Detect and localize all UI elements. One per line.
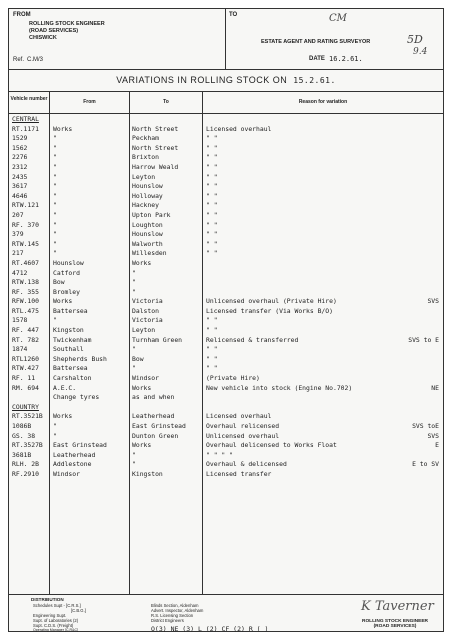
- table-row: [9, 422, 443, 432]
- reason-cell: " ": [206, 230, 218, 239]
- from-cell: ": [53, 431, 57, 440]
- table-row: [9, 288, 443, 298]
- vehicle-cell: RTL1260: [12, 354, 39, 363]
- from-cell: ": [53, 239, 57, 248]
- reason-cell: " " " ": [206, 450, 233, 459]
- to-cell: Walworth: [132, 239, 163, 248]
- from-address: [29, 21, 105, 42]
- heading-rule: [9, 113, 443, 114]
- from-cell: ": [53, 162, 57, 171]
- to-cell: Works: [132, 441, 152, 450]
- table-row: [9, 374, 443, 384]
- code-cell: E: [435, 441, 439, 450]
- reason-cell: Relicensed & transferred: [206, 335, 299, 344]
- distribution-line: Supt. C.D.S. (Freight): [33, 623, 74, 628]
- handwritten-mark: CM: [329, 13, 347, 24]
- table-row: [9, 355, 443, 365]
- code-cell: SVS: [427, 297, 439, 306]
- date-label: DATE: [309, 56, 325, 62]
- to-cell: Leatherhead: [132, 412, 175, 421]
- distribution-list-mid: [151, 603, 203, 623]
- vehicle-cell: 1562: [12, 143, 28, 152]
- vehicle-cell: RLH. 2B: [12, 460, 39, 469]
- code-cell: SVS: [427, 431, 439, 440]
- from-cell: ": [53, 143, 57, 152]
- from-cell: ": [53, 422, 57, 430]
- reason-cell: Licensed overhaul: [206, 412, 272, 421]
- table-row: [9, 259, 443, 269]
- table-row: [9, 115, 443, 125]
- to-cell: East Grinstead: [132, 422, 186, 430]
- code-cell: E to SV: [412, 460, 439, 469]
- table-row: [9, 384, 443, 394]
- table-row: [9, 192, 443, 202]
- reason-cell: " ": [206, 201, 218, 210]
- from-cell: ": [53, 201, 57, 210]
- to-value: ESTATE AGENT AND RATING SURVEYOR: [261, 39, 371, 45]
- from-cell: Battersea: [53, 306, 88, 315]
- code-cell: NE: [431, 383, 439, 392]
- from-cell: Bow: [53, 278, 65, 287]
- table-row: [9, 153, 443, 163]
- vehicle-cell: GS. 38: [12, 431, 36, 440]
- ref-label: Ref.: [13, 57, 25, 63]
- vehicle-cell: 4712: [12, 268, 28, 277]
- to-cell: Leyton: [132, 326, 156, 335]
- vehicle-cell: RM. 694: [12, 383, 39, 392]
- to-cell: as and when: [132, 393, 175, 402]
- vehicle-cell: RT. 782: [12, 335, 39, 344]
- vehicle-cell: 1529: [12, 134, 28, 143]
- to-cell: Hackney: [132, 201, 159, 210]
- from-line: (ROAD SERVICES): [29, 28, 79, 34]
- to-cell: Willesden: [132, 249, 167, 258]
- vehicle-cell: COUNTRY: [12, 402, 39, 411]
- reason-cell: " ": [206, 143, 218, 152]
- col-head-from: From: [83, 99, 96, 105]
- ref-value: C.M/3: [27, 57, 44, 63]
- from-cell: ": [53, 134, 57, 143]
- to-label: TO: [229, 12, 238, 18]
- to-cell: Dunton Green: [132, 431, 179, 440]
- vehicle-cell: 2435: [12, 172, 28, 181]
- to-cell: ": [132, 364, 136, 373]
- to-cell: Brixton: [132, 153, 159, 162]
- to-cell: Peckham: [132, 134, 159, 143]
- to-cell: Hounslow: [132, 230, 163, 239]
- vehicle-cell: 3681B: [12, 450, 32, 459]
- to-cell: Leyton: [132, 172, 156, 181]
- vehicle-cell: 1578: [12, 316, 28, 325]
- from-cell: Carshalton: [53, 374, 92, 383]
- title-date: 15.2.61.: [293, 76, 336, 85]
- table-row: [9, 144, 443, 154]
- code-cell: SVS to E: [408, 335, 439, 344]
- reason-cell: " ": [206, 345, 218, 354]
- from-cell: Kingston: [53, 326, 84, 335]
- to-cell: North Street: [132, 143, 179, 152]
- from-cell: ": [53, 230, 57, 239]
- handwritten-mark: 9.4: [413, 47, 428, 57]
- from-cell: East Grinstead: [53, 441, 107, 450]
- vehicle-cell: RTW.145: [12, 239, 39, 248]
- reason-cell: " ": [206, 210, 218, 219]
- reason-cell: " ": [206, 191, 218, 200]
- memo-footer: [9, 594, 443, 632]
- reason-cell: " ": [206, 326, 218, 335]
- col-head-vehicle: Vehicle number: [10, 96, 48, 102]
- reason-cell: New vehicle into stock (Engine No.702): [206, 383, 353, 392]
- distribution-line: Schedules Supt - [C.R.S.]: [33, 603, 81, 608]
- memo-sheet: [8, 8, 444, 632]
- from-cell: Change tyres: [53, 393, 100, 402]
- reason-cell: " ": [206, 153, 218, 162]
- reason-cell: " ": [206, 249, 218, 258]
- table-row: [9, 221, 443, 231]
- from-cell: ": [53, 220, 57, 229]
- to-cell: Victoria: [132, 297, 163, 306]
- vehicle-cell: RTL.475: [12, 306, 39, 315]
- from-cell: Shepherds Bush: [53, 354, 107, 363]
- reason-cell: " ": [206, 316, 218, 325]
- vehicle-cell: 1086B: [12, 422, 32, 430]
- signoff-line: (ROAD SERVICES): [373, 624, 417, 629]
- reason-cell: " ": [206, 220, 218, 229]
- reason-cell: " ": [206, 172, 218, 181]
- from-line: ROLLING STOCK ENGINEER: [29, 21, 105, 27]
- vehicle-cell: RTW.427: [12, 364, 39, 373]
- to-cell: Hounslow: [132, 182, 163, 191]
- table-row: [9, 412, 443, 422]
- from-cell: A.E.C.: [53, 383, 77, 392]
- to-cell: Windsor: [132, 374, 159, 383]
- from-cell: Leatherhead: [53, 450, 96, 459]
- to-cell: ": [132, 268, 136, 277]
- from-cell: Battersea: [53, 364, 88, 373]
- distribution-line: District Engineers: [151, 618, 184, 623]
- to-cell: Works: [132, 258, 152, 267]
- reason-cell: " ": [206, 364, 218, 373]
- table-row: [9, 211, 443, 221]
- to-cell: North Street: [132, 124, 179, 133]
- table-row: [9, 163, 443, 173]
- from-cell: Works: [53, 124, 73, 133]
- reason-cell: " ": [206, 239, 218, 248]
- col-head-to: To: [163, 99, 169, 105]
- reason-cell: Licensed transfer (Via Works B/O): [206, 306, 333, 315]
- table-row: [9, 336, 443, 346]
- to-cell: ": [132, 345, 136, 354]
- signoff-line: ROLLING STOCK ENGINEER: [361, 619, 428, 624]
- from-cell: Bromley: [53, 287, 80, 296]
- table-row: [9, 364, 443, 374]
- vehicle-cell: RTW.121: [12, 201, 39, 210]
- table-row: [9, 441, 443, 451]
- vehicle-cell: RT.3521B: [12, 412, 43, 421]
- table-row: [9, 134, 443, 144]
- vehicle-cell: RF. 355: [12, 287, 39, 296]
- vehicle-cell: CENTRAL: [12, 115, 39, 123]
- memo-header: [9, 9, 443, 70]
- table-row: [9, 269, 443, 279]
- vehicle-cell: RFW.100: [12, 297, 39, 306]
- table-row: [9, 201, 443, 211]
- vehicle-cell: 2312: [12, 162, 28, 171]
- vehicle-cell: RT.4607: [12, 258, 39, 267]
- signoff: [351, 619, 439, 629]
- table-row: [9, 345, 443, 355]
- to-cell: Harrow Weald: [132, 162, 179, 171]
- to-cell: Kingston: [132, 469, 163, 478]
- to-cell: Victoria: [132, 316, 163, 325]
- from-cell: ": [53, 191, 57, 200]
- distribution-line: Operating Manager [C.R&C]: [33, 628, 79, 632]
- title-text: VARIATIONS IN ROLLING STOCK ON: [116, 75, 288, 85]
- reason-cell: Overhaul & delicensed: [206, 460, 287, 469]
- table-row: [9, 249, 443, 259]
- to-cell: Loughton: [132, 220, 163, 229]
- vehicle-cell: RT.3527B: [12, 441, 43, 450]
- reason-cell: Overhaul delicensed to Works Float: [206, 441, 337, 450]
- from-cell: Windsor: [53, 469, 80, 478]
- reason-cell: Unlicensed overhaul (Private Hire): [206, 297, 337, 306]
- from-cell: ": [53, 153, 57, 162]
- to-cell: ": [132, 460, 136, 469]
- code-cell: SVS toE: [412, 422, 439, 430]
- vehicle-cell: 379: [12, 230, 24, 239]
- from-cell: ": [53, 172, 57, 181]
- reason-cell: " ": [206, 354, 218, 363]
- from-cell: Twickenham: [53, 335, 92, 344]
- vehicle-cell: RF. 447: [12, 326, 39, 335]
- date-value: 16.2.61.: [329, 55, 363, 63]
- table-row: [9, 182, 443, 192]
- table-row: [9, 403, 443, 413]
- reason-cell: " ": [206, 162, 218, 171]
- report-title: [9, 69, 443, 92]
- table-row: [9, 316, 443, 326]
- vehicle-cell: 4646: [12, 191, 28, 200]
- reason-cell: Licensed transfer: [206, 469, 272, 478]
- table-row: [9, 278, 443, 288]
- distribution-list-left: [33, 603, 86, 628]
- from-cell: Works: [53, 412, 73, 421]
- table-row: [9, 230, 443, 240]
- vehicle-cell: 1874: [12, 345, 28, 354]
- from-label: FROM: [13, 12, 31, 18]
- to-cell: ": [132, 287, 136, 296]
- from-cell: Catford: [53, 268, 80, 277]
- vehicle-cell: 2276: [12, 153, 28, 162]
- to-cell: ": [132, 450, 136, 459]
- from-cell: Works: [53, 297, 73, 306]
- district-codes: O(3) NE (3) L (2) CF (2) R ( ): [151, 625, 269, 633]
- table-row: [9, 460, 443, 470]
- distribution-line: R.S. Licensing Section: [151, 613, 194, 618]
- from-cell: ": [53, 316, 57, 325]
- from-cell: ": [53, 210, 57, 219]
- table-row: [9, 326, 443, 336]
- vehicle-cell: RF. 11: [12, 374, 36, 383]
- to-cell: Works: [132, 383, 152, 392]
- col-head-reason: Reason for variation: [298, 99, 348, 105]
- table-row: [9, 451, 443, 461]
- table-row: [9, 240, 443, 250]
- header-divider: [225, 9, 226, 69]
- reason-cell: Unlicensed overhaul: [206, 431, 280, 440]
- to-cell: Upton Park: [132, 210, 171, 219]
- table-row: [9, 470, 443, 480]
- vehicle-cell: 217: [12, 249, 24, 258]
- to-cell: Dalston: [132, 306, 159, 315]
- reason-cell: Overhaul relicensed: [206, 422, 280, 430]
- distribution-line: [C.B.G.]: [71, 608, 86, 613]
- reason-cell: Licensed overhaul: [206, 124, 272, 133]
- vehicle-cell: 3617: [12, 182, 28, 191]
- signature: K Taverner: [361, 599, 434, 614]
- from-cell: Southall: [53, 345, 84, 354]
- from-cell: Addlestone: [53, 460, 92, 469]
- vehicle-cell: RTW.138: [12, 278, 39, 287]
- vehicle-cell: RF. 370: [12, 220, 39, 229]
- vehicle-cell: RF.2910: [12, 469, 39, 478]
- distribution-line: Engineering Supt.: [33, 613, 67, 618]
- distribution-line: Supt. of Laboratories (2): [33, 618, 79, 623]
- from-cell: ": [53, 249, 57, 258]
- to-cell: Holloway: [132, 191, 163, 200]
- table-row: [9, 173, 443, 183]
- reason-cell: " ": [206, 182, 218, 191]
- distribution-label: DISTRIBUTION: [31, 597, 64, 602]
- table-row: [9, 125, 443, 135]
- table-row: [9, 307, 443, 317]
- variations-table: [9, 115, 443, 480]
- distribution-line: Advert. Inspector, Aldenham: [151, 608, 204, 613]
- distribution-line: Blinds Section, Aldenham: [151, 603, 199, 608]
- from-cell: Hounslow: [53, 258, 84, 267]
- vehicle-cell: RT.1171: [12, 124, 39, 133]
- to-cell: Turnham Green: [132, 335, 183, 344]
- vehicle-cell: 207: [12, 210, 24, 219]
- from-cell: ": [53, 182, 57, 191]
- reason-cell: (Private Hire): [206, 374, 260, 383]
- table-row: [9, 393, 443, 403]
- table-row: [9, 297, 443, 307]
- table-row: [9, 432, 443, 442]
- reason-cell: " ": [206, 134, 218, 143]
- handwritten-mark: 5D: [407, 33, 423, 46]
- from-line: CHISWICK: [29, 35, 57, 41]
- to-cell: ": [132, 278, 136, 287]
- to-cell: Bow: [132, 354, 144, 363]
